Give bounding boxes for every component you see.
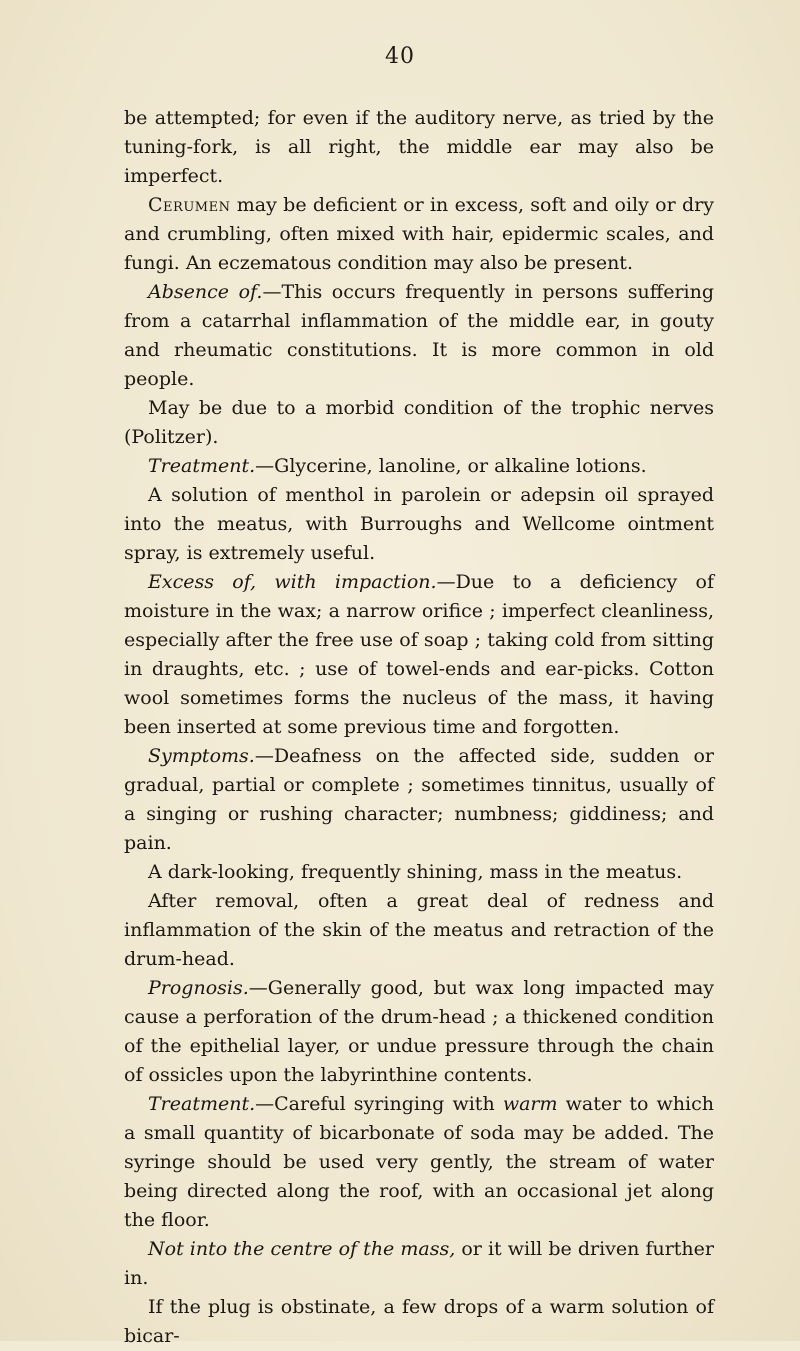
paragraph-text: —Glycerine, lanoline, or alkaline lotions. [255, 455, 647, 477]
paragraph-excess [124, 568, 714, 742]
paragraph-absence [124, 278, 714, 394]
paragraph-cerumen [124, 191, 714, 278]
subheading-prognosis: Prognosis. [148, 977, 249, 999]
paragraph-menthol: A solution of menthol in parolein or adepsin oil sprayed into the meatus, with Burroughs and Wellcome ointment spray, is extremely useful. [124, 484, 714, 564]
subheading-absence: Absence of. [148, 281, 263, 303]
subheading-excess: Excess of, with impaction. [148, 571, 437, 593]
paragraph-dark-mass: A dark-looking, frequently shining, mass in the meatus. [148, 861, 683, 883]
paragraph-text: —Generally good, but wax long impacted may cause a perforation of the drum-head ; a thickened condition of the epithelial layer, or undue pressure through the chain of ossicles upon the labyrinthine contents. [124, 977, 714, 1086]
paragraph-trophic: May be due to a morbid condition of the trophic nerves (Politzer). [124, 397, 714, 448]
subheading-symptoms: Symptoms. [148, 745, 255, 767]
paragraph-obstinate-plug: If the plug is obstinate, a few drops of a warm solution of bicar- [124, 1296, 714, 1347]
paragraph-prognosis [124, 974, 714, 1090]
paragraph-text: may be deficient or in excess, soft and oily or dry and crumbling, often mixed with hair, epidermic scales, and fungi. An eczematous condition may also be present. [124, 194, 714, 274]
body-text [124, 104, 714, 1351]
paragraph-treatment-impaction [124, 1090, 714, 1235]
emphasis-not-into-centre: Not into the centre of the mass, [148, 1238, 456, 1260]
paragraph-text: —Due to a deficiency of moisture in the wax; a narrow orifice ; imperfect cleanliness, especially after the free use of soap ; taking cold from sitting in draughts, etc. ; use of towel-ends and ear-picks. Cotton wool sometimes forms the nucleus of the mass, it having been inserted at some previous time and forgotten. [124, 571, 714, 738]
paragraph-text: water to which a small quantity of bicarbonate of soda may be added. The syringe should be used very gently, the stream of water being directed along the roof, with an occasional jet along the floor. [124, 1093, 714, 1231]
paragraph-not-into-centre [124, 1235, 714, 1293]
section-heading-cerumen: Cerumen [148, 194, 231, 216]
paragraph-text: —This occurs frequently in persons suffering from a catarrhal inflammation of the middle ear, in gouty and rheumatic constitutions. It is more common in old people. [124, 281, 714, 390]
paragraph-text: —Careful syringing with [255, 1093, 503, 1115]
paragraph-treatment-absence [124, 452, 714, 481]
paragraph-symptoms [124, 742, 714, 858]
paragraph-text: or it will be driven further in. [124, 1238, 714, 1289]
emphasis-warm: warm [502, 1093, 558, 1115]
page-number: 40 [385, 44, 415, 69]
paragraph-text: —Deafness on the affected side, sudden or gradual, partial or complete ; sometimes tinnitus, usually of a singing or rushing character; numbness; giddiness; and pain. [124, 745, 714, 854]
subheading-treatment: Treatment. [148, 455, 256, 477]
paragraph-after-removal: After removal, often a great deal of redness and inflammation of the skin of the meatus and retraction of the drum-head. [124, 890, 714, 970]
paragraph-continuation: be attempted; for even if the auditory nerve, as tried by the tuning-fork, is all right, the middle ear may also be imperfect. [124, 107, 714, 187]
subheading-treatment: Treatment. [148, 1093, 256, 1115]
